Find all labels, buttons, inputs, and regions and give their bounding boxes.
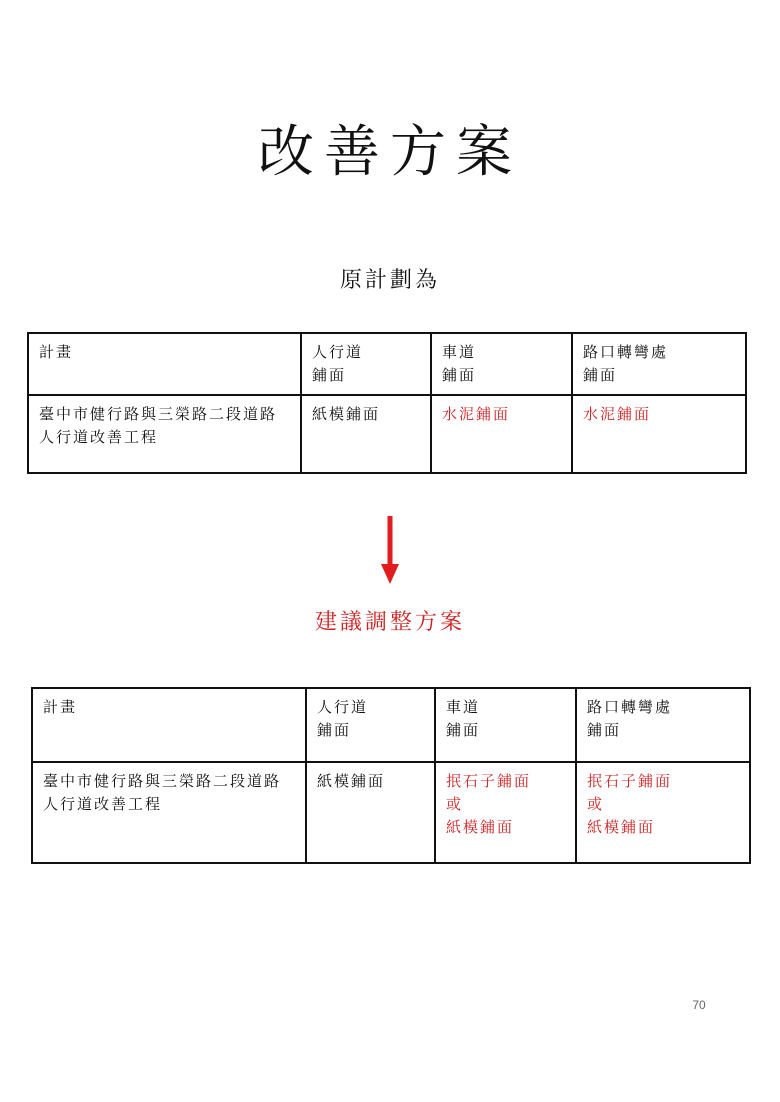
original-plan-table — [27, 332, 747, 474]
table-header-row — [32, 688, 750, 762]
cell-sidewalk-paving: 紙模鋪面 — [301, 395, 431, 473]
header-plan: 計畫 — [32, 688, 306, 762]
cell-project-name: 臺中市健行路與三榮路二段道路人行道改善工程 — [32, 762, 306, 863]
header-intersection-paving: 路口轉彎處 鋪面 — [576, 688, 750, 762]
cell-intersection-paving: 水泥鋪面 — [572, 395, 746, 473]
header-roadway-paving: 車道 鋪面 — [435, 688, 576, 762]
header-sidewalk-paving: 人行道 鋪面 — [301, 333, 431, 395]
header-roadway-paving: 車道 鋪面 — [431, 333, 572, 395]
cell-sidewalk-paving: 紙模鋪面 — [306, 762, 435, 863]
proposal-heading: 建議調整方案 — [314, 610, 465, 635]
page-title: 改善方案 — [258, 120, 522, 185]
cell-roadway-paving: 水泥鋪面 — [431, 395, 572, 473]
table-row — [28, 395, 746, 473]
original-plan-heading: 原計劃為 — [339, 268, 440, 293]
down-arrow-icon — [380, 516, 400, 586]
header-intersection-paving: 路口轉彎處 鋪面 — [572, 333, 746, 395]
cell-roadway-paving: 抿石子鋪面 或 紙模鋪面 — [435, 762, 576, 863]
header-sidewalk-paving: 人行道 鋪面 — [306, 688, 435, 762]
cell-intersection-paving: 抿石子鋪面 或 紙模鋪面 — [576, 762, 750, 863]
proposal-table — [31, 687, 751, 864]
cell-project-name: 臺中市健行路與三榮路二段道路人行道改善工程 — [28, 395, 301, 473]
page-number: 70 — [692, 998, 706, 1012]
header-plan: 計畫 — [28, 333, 301, 395]
table-header-row — [28, 333, 746, 395]
table-row — [32, 762, 750, 863]
